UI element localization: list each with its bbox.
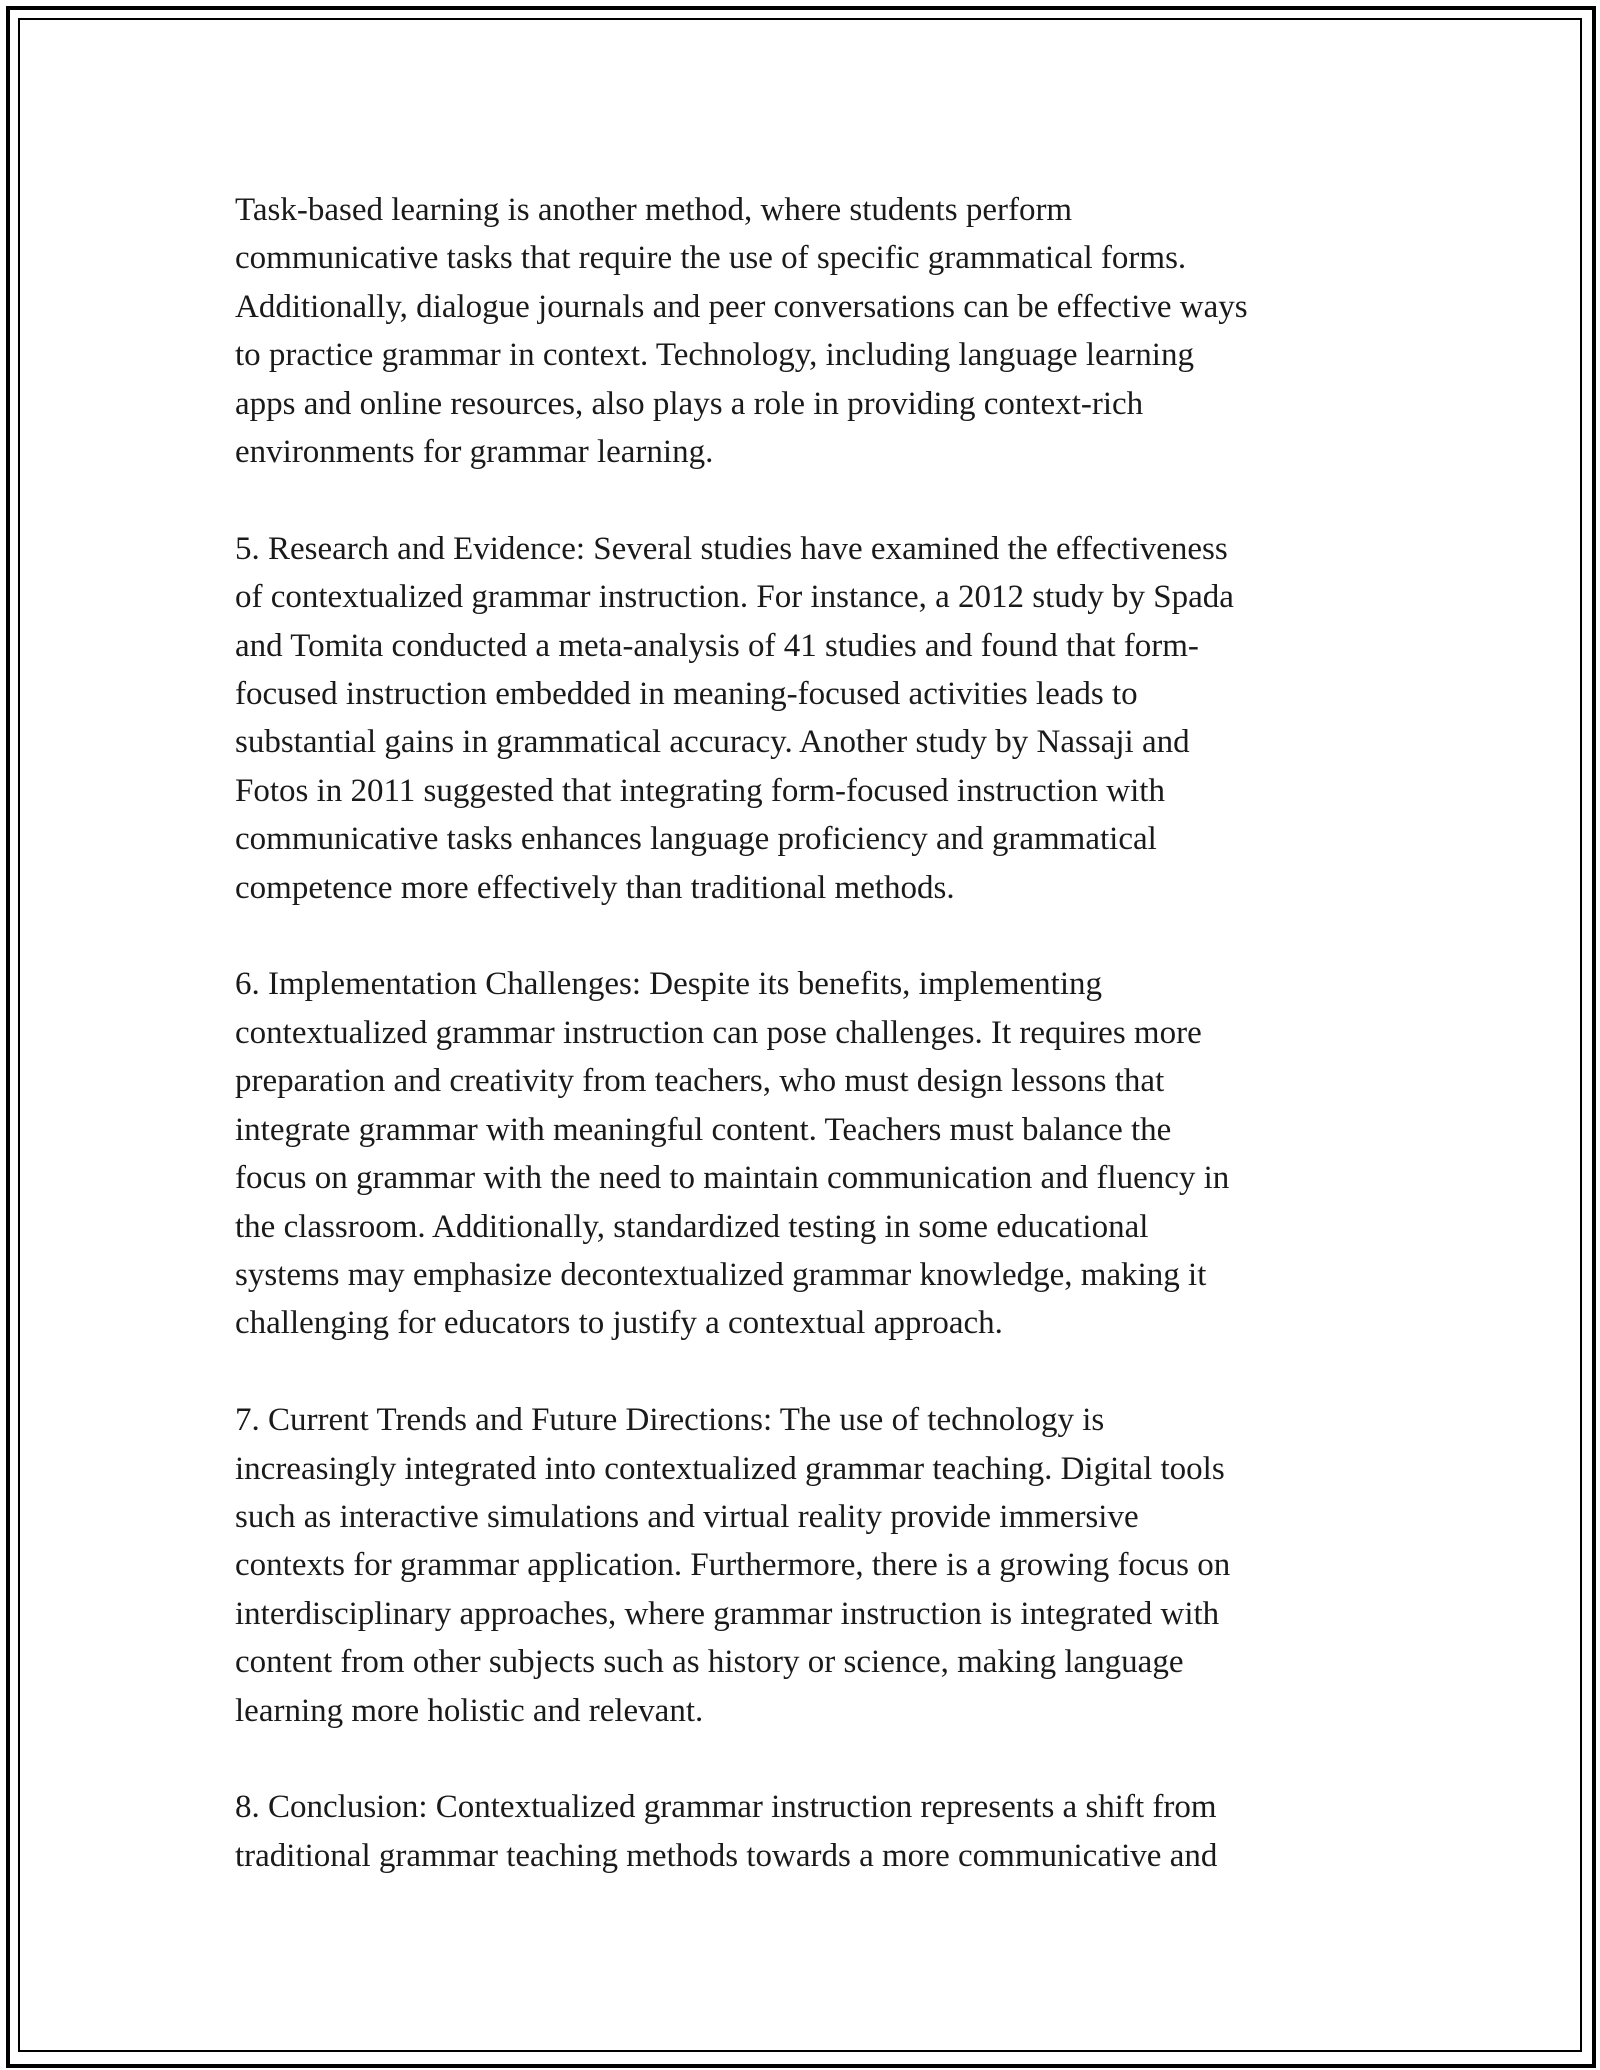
text-line: integrate grammar with meaningful content. Teachers must balance the <box>235 1111 1172 1148</box>
text-line: 6. Implementation Challenges: Despite its benefits, implementing <box>235 966 1102 1003</box>
text-line: interdisciplinary approaches, where grammar instruction is integrated with <box>235 1595 1220 1632</box>
text-line: and Tomita conducted a meta-analysis of 41 studies and found that form- <box>235 627 1199 664</box>
text-line: contextualized grammar instruction can pose challenges. It requires more <box>235 1014 1202 1051</box>
text-line: Task-based learning is another method, where students perform <box>235 192 1073 228</box>
paragraph-current-trends <box>235 1396 1370 1735</box>
text-line: Fotos in 2011 suggested that integrating form-focused instruction with <box>235 772 1165 809</box>
text-line: such as interactive simulations and virtual reality provide immersive <box>235 1498 1139 1535</box>
text-line: 7. Current Trends and Future Directions: The use of technology is <box>235 1402 1105 1439</box>
paragraph-conclusion <box>235 1783 1370 1880</box>
text-line: 5. Research and Evidence: Several studies have examined the effectiveness <box>235 530 1228 567</box>
text-line: environments for grammar learning. <box>235 434 714 471</box>
paragraph-implementation-challenges <box>235 960 1370 1347</box>
document-body <box>235 186 1370 1929</box>
text-line: traditional grammar teaching methods towards a more communicative and <box>235 1837 1218 1874</box>
text-line: competence more effectively than traditional methods. <box>235 869 955 906</box>
text-line: learning more holistic and relevant. <box>235 1692 704 1729</box>
text-line: focused instruction embedded in meaning-focused activities leads to <box>235 676 1138 713</box>
text-line: increasingly integrated into contextualized grammar teaching. Digital tools <box>235 1450 1225 1487</box>
text-line: contexts for grammar application. Furthermore, there is a growing focus on <box>235 1547 1231 1584</box>
text-line: Additionally, dialogue journals and peer conversations can be effective ways <box>235 288 1248 325</box>
text-line: communicative tasks enhances language proficiency and grammatical <box>235 821 1157 858</box>
text-line: systems may emphasize decontextualized grammar knowledge, making it <box>235 1256 1207 1293</box>
text-line: 8. Conclusion: Contextualized grammar instruction represents a shift from <box>235 1789 1217 1826</box>
text-line: the classroom. Additionally, standardized testing in some educational <box>235 1208 1149 1245</box>
text-line: of contextualized grammar instruction. For instance, a 2012 study by Spada <box>235 579 1234 616</box>
text-line: substantial gains in grammatical accuracy. Another study by Nassaji and <box>235 724 1190 761</box>
text-line: to practice grammar in context. Technology, including language learning <box>235 337 1194 374</box>
paragraph-research-and-evidence <box>235 525 1370 912</box>
paragraph-task-based-learning <box>235 186 1370 476</box>
text-line: challenging for educators to justify a contextual approach. <box>235 1305 1003 1342</box>
text-line: focus on grammar with the need to maintain communication and fluency in <box>235 1160 1230 1197</box>
text-line: communicative tasks that require the use of specific grammatical forms. <box>235 240 1187 277</box>
text-line: apps and online resources, also plays a role in providing context-rich <box>235 385 1144 422</box>
text-line: preparation and creativity from teachers, who must design lessons that <box>235 1063 1165 1100</box>
text-line: content from other subjects such as history or science, making language <box>235 1644 1184 1681</box>
